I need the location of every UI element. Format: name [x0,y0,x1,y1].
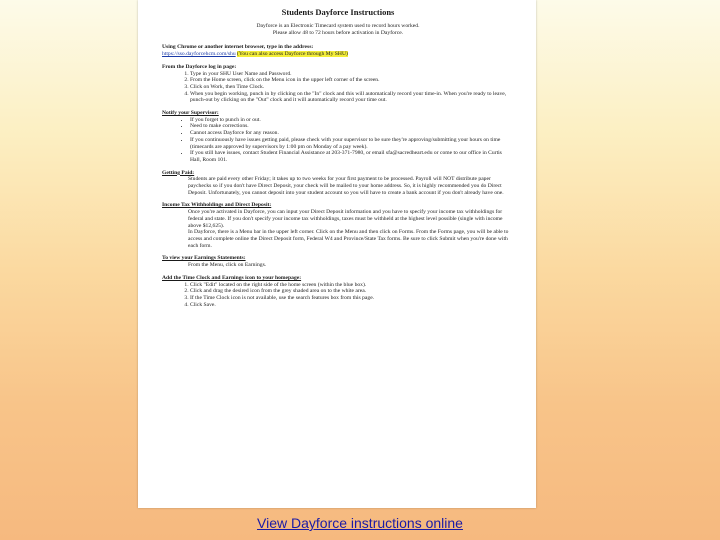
login-section [162,64,514,104]
pay-section [162,170,514,197]
notify-item-5: • If you still have issues, contact Student Financial Assistance at 203-371-7980, or email sfa@sacredheart.edu or come to our office in Curtis Hall, Room 101. [190,150,514,163]
homepage-step-4: 4. Click Save. [190,302,514,309]
browser-section [162,44,514,57]
homepage-section [162,275,514,309]
instructions-document [138,0,536,508]
notify-heading: Notify your Supervisor: [162,110,219,117]
homepage-heading: Add the Time Clock and Earnings icon to your homepage: [162,274,302,281]
tax-text-1: Once you're activated in Dayforce, you can input your Direct Deposit information and you have to specify your income tax withholdings for federal and state. If you don't specify your income tax withholdings, taxes must be withheld at the highest level possible (single with income above $12,625). [188,209,503,229]
tax-heading: Income Tax Withholdings and Direct Deposit: [162,202,272,209]
document-intro [162,23,514,36]
login-step-2: 2. From the Home screen, click on the Menu icon in the upper left corner of the screen. [190,77,514,84]
homepage-steps [162,282,514,309]
login-step-1: 1. Type in your SHU User Name and Password. [190,71,514,78]
notify-list [162,117,514,164]
notify-section [162,110,514,164]
notify-item-1: • If you forget to punch in or out. [190,117,514,124]
browser-heading: Using Chrome or another internet browser, type in the address: [162,44,314,51]
intro-line-1: Dayforce is an Electronic Timecard system used to record hours worked. [256,23,420,29]
earnings-section [162,255,514,268]
homepage-step-2: 2. Click and drag the desired icon from the grey shaded area on to the white area. [190,288,514,295]
document-title: Students Dayforce Instructions [281,7,395,17]
login-step-3: 3. Click on Work, then Time Clock. [190,84,514,91]
pay-heading: Getting Paid: [162,169,195,176]
earnings-heading: To view your Earnings Statements: [162,255,246,262]
notify-item-3: • Cannot access Dayforce for any reason. [190,130,514,137]
login-url-link[interactable]: https://sso.dayforcehcm.com/shu [162,51,236,58]
notify-item-2: • Need to make corrections. [190,123,514,130]
login-url-line [162,51,514,58]
intro-line-2: Please allow 48 to 72 hours before activation in Dayforce. [272,29,404,36]
tax-section [162,202,514,249]
homepage-step-3: 3. If the Time Clock icon is not available, use the search features box from this page. [190,295,514,302]
login-step-4: 4. When you begin working, punch in by clicking on the "In" clock and this will automatically record your time-in. When you're ready to leave, punch-out by clicking on the "Out" clock and it will automatically record your time out. [190,91,514,104]
login-note: (You can also access Dayforce through My SHU) [237,51,348,58]
pay-text: Students are paid every other Friday; it takes up to two weeks for your first payment to be processed. Payroll will NOT distribute paper paychecks so if you don't have Direct Deposit, your check will be mailed to your home address. So, it is highly recommended you do Direct Deposit. Unfortunately, you cannot deposit into your student account so you will have to create a bank account if you don't already have one. [188,176,504,196]
homepage-step-1: 1. Click "Edit" located on the right side of the home screen (within the blue box). [190,282,514,289]
notify-item-4: • If you continuously have issues getting paid, please check with your supervisor to be sure they're approving/submitting your hours on time (timecards are approved by supervisors by 1:00 pm on Monday of a pay week). [190,137,514,150]
earnings-text: From the Menu, click on Earnings. [188,262,267,269]
login-steps [162,71,514,105]
tax-text-2: In Dayforce, there is a Menu bar in the upper left corner. Click on the Menu and then click on Forms. From the Forms page, you will be able to access and complete online the Direct Deposit form, Federal W4 and Province/State Tax forms. Be sure to click Submit when you're done with each form. [188,229,509,249]
login-heading: From the Dayforce log in page: [162,63,237,70]
view-instructions-link[interactable]: View Dayforce instructions online [257,515,463,531]
